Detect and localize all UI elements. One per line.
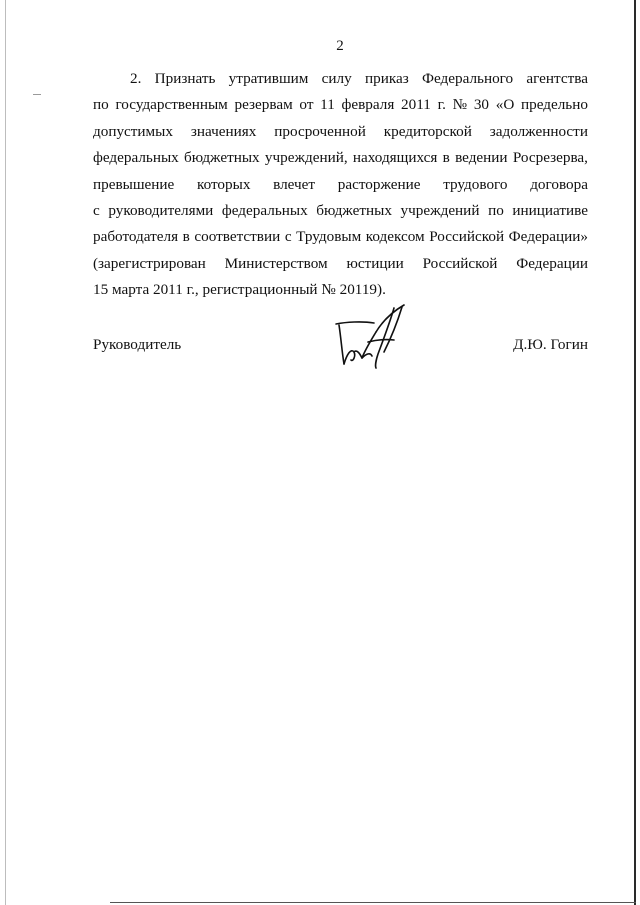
word: Трудовым [296,228,362,246]
word: федеральных [93,149,179,167]
handwritten-signature-icon [332,302,416,372]
word: задолженности [489,122,588,140]
word: резервам [234,96,293,114]
word: Федерального [421,70,514,87]
word: соответствии [194,228,281,246]
word: Признать [154,70,216,87]
word: федеральных [221,202,308,220]
paragraph-line [93,92,588,118]
word: работодателя [93,228,179,246]
word: значениях [190,122,257,140]
word: 11 [320,96,335,114]
word: г. [437,96,446,114]
signer-name: Д.Ю. Гогин [513,336,588,353]
paragraph-line [93,251,588,277]
word: влечет [273,175,316,193]
word: превышение [93,175,175,193]
scan-edge-right [634,0,636,905]
paragraph-item-2 [93,66,588,304]
word: с [284,228,292,246]
word: руководителями [108,202,214,220]
word: трудового [443,175,508,193]
word: февраля [341,96,395,114]
word: договора [530,175,588,193]
word: 2. [130,70,142,87]
word: с [93,202,100,220]
word: допустимых [93,122,173,140]
word: Росрезерва, [512,149,588,167]
word: в [442,149,450,167]
word: агентства [526,70,588,87]
word: кредиторской [383,122,472,140]
word: инициативе [512,202,588,220]
word: Федерации [516,254,588,272]
word: в [182,228,190,246]
word: ведении [455,149,508,167]
word: учреждений, [264,149,348,167]
paragraph-line [93,198,588,224]
scan-edge-bottom [110,902,636,903]
word: (зарегистрирован [93,254,206,272]
word: от [299,96,314,114]
paragraph-line [93,66,588,92]
word: кодексом [365,228,425,246]
paragraph-line [93,119,588,145]
word: просроченной [274,122,366,140]
word: по [488,202,504,220]
word: бюджетных [316,202,392,220]
paragraph-last-line: 15 марта 2011 г., регистрационный № 20119). [93,281,386,299]
page-number: 2 [336,38,344,54]
word: Федерации» [508,228,588,246]
word: «О [495,96,515,114]
word: по [93,96,109,114]
margin-mark [33,94,41,95]
word: предельно [521,96,588,114]
word: которых [196,175,251,193]
word: силу [321,70,352,87]
word: 2011 [401,96,431,114]
paragraph-line [93,145,588,171]
word: государственным [115,96,228,114]
paragraph-line [93,224,588,250]
word: утратившим [228,70,309,87]
word: находящихся [352,149,438,167]
paragraph-line [93,172,588,198]
word: учреждений [400,202,480,220]
word: № [452,96,468,114]
word: Министерством [224,254,328,272]
word: 30 [473,96,489,114]
word: Российской [429,228,505,246]
word: расторжение [337,175,421,193]
word: приказ [364,70,409,87]
scan-edge-left [5,0,6,905]
word: Российской [422,254,498,272]
word: юстиции [346,254,404,272]
signer-position: Руководитель [93,336,182,353]
word: бюджетных [184,149,260,167]
